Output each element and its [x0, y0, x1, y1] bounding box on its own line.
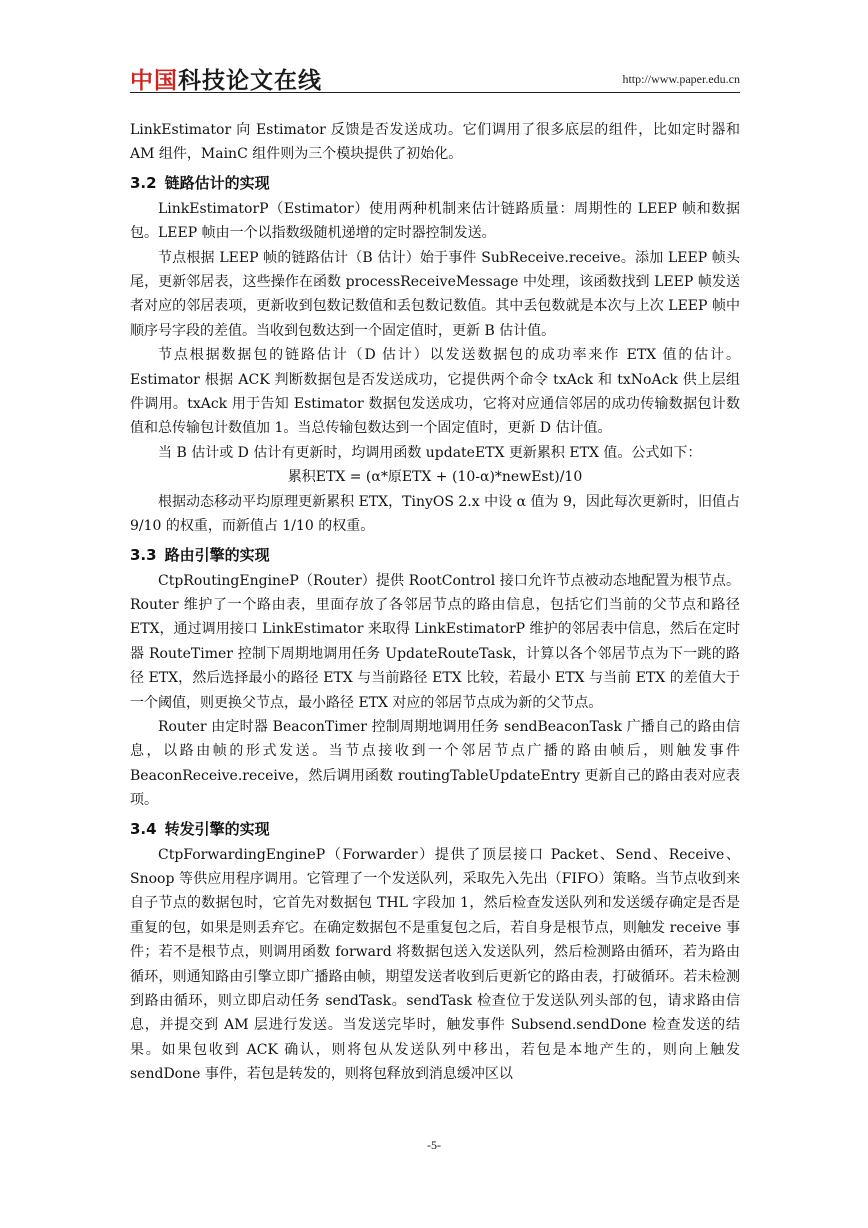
paragraph: CtpRoutingEngineP（Router）提供 RootControl 接口允许节点被动态地配置为根节点。Router 维护了一个路由表，里面存放了各邻居节点的路由信息，包括它们当前的父节点和路径 ETX，通过调用接口 LinkEstimator 来取得 LinkEstimatorP 维护的邻居表中信息，然后在定时器 RouteTimer 控制下周期地调用任务 UpdateRouteTask，计算以各个邻居节点为下一跳的路径 ETX，然后选择最小的路径 ETX 与当前路径 ETX 比较，若最小 ETX 与当前 ETX 的差值大于一个阈值，则更换父节点，最小路径 ETX 对应的邻居节点成为新的父节点。 — [130, 572, 740, 711]
logo-dark-part: 科技论文在线 — [178, 68, 322, 94]
section-title: 链路估计的实现 — [164, 173, 270, 192]
header-url[interactable]: http://www.paper.edu.cn — [622, 72, 740, 86]
paragraph: CtpForwardingEngineP（Forwarder）提供了顶层接口 Packet、Send、Receive、Snoop 等供应用程序调用。它管理了一个发送队列，采取先入先出（FIFO）策略。当节点收到来自子节点的数据包时，它首先对数据包 THL 字段加 1，然后检查发送队列和发送缓存确定是否是重复的包，如果是则丢弃它。在确定数据包不是重复包之后，若自身是根节点，则触发 receive 事件；若不是根节点，则调用函数 forward 将数据包送入发送队列，然后检测路由循环，若为路由循环，则通知路由引擎立即广播路由帧，期望发送者收到后更新它的路由表，打破循环。若未检测到路由循环，则立即启动任务 sendTask。sendTask 检查位于发送队列头部的包，请求路由信息，并提交到 AM 层进行发送。当发送完毕时，触发事件 Subsend.sendDone 检查发送的结果。如果包收到 ACK 确认，则将包从发送队列中移出，若包是本地产生的，则向上触发 sendDone 事件，若包是转发的，则将包释放到消息缓冲区以 — [130, 846, 740, 1083]
paragraph: LinkEstimatorP（Estimator）使用两种机制来估计链路质量：周期性的 LEEP 帧和数据包。LEEP 帧由一个以指数级随机递增的定时器控制发送。 — [130, 200, 740, 242]
paragraph: 节点根据 LEEP 帧的链路估计（B 估计）始于事件 SubReceive.receive。添加 LEEP 帧头尾，更新邻居表，这些操作在函数 processReceiveMessage 中处理，该函数找到 LEEP 帧发送者对应的邻居表项，更新收到包数记数值和丢包数记数值。其中丢包数就是本次与上次 LEEP 帧中顺序号字段的差值。当收到包数达到一个固定值时，更新 B 估计值。 — [130, 249, 740, 339]
section-title: 路由引擎的实现 — [164, 545, 270, 564]
page-number: -5- — [427, 1138, 441, 1152]
header-rule — [130, 92, 740, 93]
paragraph-continued: LinkEstimator 向 Estimator 反馈是否发送成功。它们调用了很多底层的组件，比如定时器和 AM 组件，MainC 组件则为三个模块提供了初始化。 — [130, 122, 740, 163]
logo-red-part: 中国 — [130, 68, 178, 94]
section-heading-3-3 — [130, 545, 740, 565]
journal-logo — [130, 62, 322, 95]
section-heading-3-2 — [130, 173, 740, 193]
page-content — [130, 118, 740, 1087]
section-number: 3.2 — [130, 173, 157, 192]
section-heading-3-4 — [130, 819, 740, 839]
etx-formula: 累积ETX = (α*原ETX + (10-α)*newEst)/10 — [287, 469, 583, 486]
page-header — [130, 60, 740, 94]
paragraph: 节点根据数据包的链路估计（D 估计）以发送数据包的成功率来作 ETX 值的估计。Estimator 根据 ACK 判断数据包是否发送成功，它提供两个命令 txAck 和 txNoAck 供上层组件调用。txAck 用于告知 Estimator 数据包发送成功，它将对应通信邻居的成功传输数据包计数值和总传输包计数值加 1。当总传输包数达到一个固定值时，更新 D 估计值。 — [130, 347, 740, 437]
section-title: 转发引擎的实现 — [164, 819, 270, 838]
paragraph: 当 B 估计或 D 估计有更新时，均调用函数 updateETX 更新累积 ETX 值。公式如下： — [158, 444, 702, 461]
paragraph: Router 由定时器 BeaconTimer 控制周期地调用任务 sendBeaconTask 广播自己的路由信息，以路由帧的形式发送。当节点接收到一个邻居节点广播的路由帧后，则触发事件 BeaconReceive.receive，然后调用函数 routingTableUpdateEntry 更新自己的路由表对应表项。 — [130, 718, 740, 809]
section-number: 3.3 — [130, 545, 157, 564]
section-number: 3.4 — [130, 819, 157, 838]
paragraph: 根据动态移动平均原理更新累积 ETX，TinyOS 2.x 中设 α 值为 9，因此每次更新时，旧值占 9/10 的权重，而新值占 1/10 的权重。 — [130, 493, 740, 535]
